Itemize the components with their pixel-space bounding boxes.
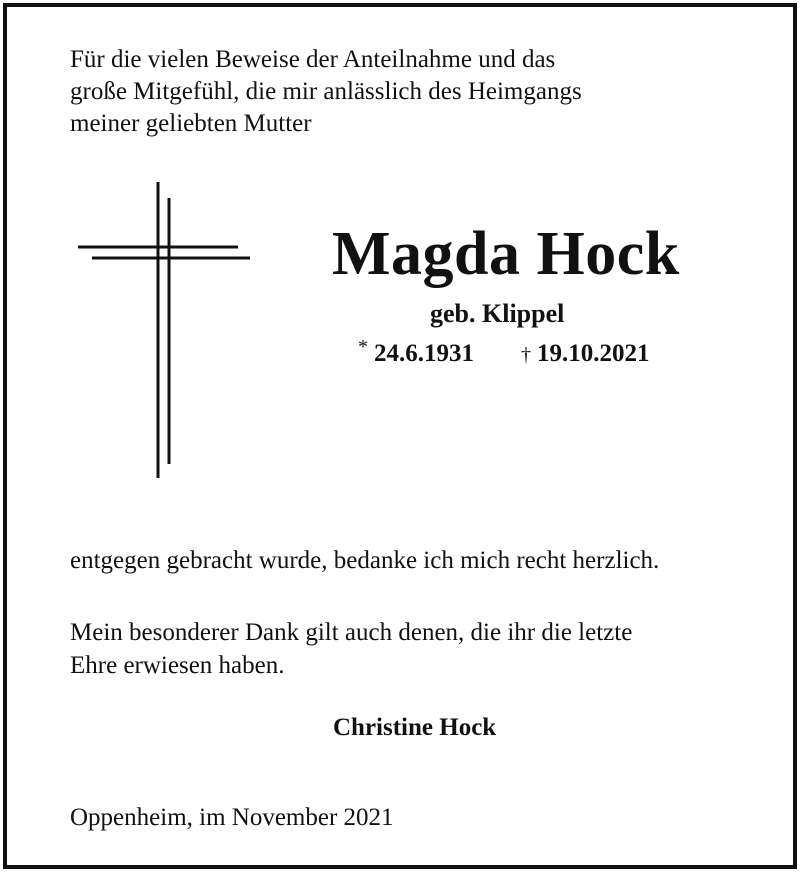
special-thanks bbox=[70, 617, 632, 683]
intro-text bbox=[70, 44, 582, 140]
gratitude-line: entgegen gebracht wurde, bedanke ich mich recht herzlich. bbox=[70, 547, 660, 574]
intro-line: meiner geliebten Mutter bbox=[70, 110, 312, 137]
place-date: Oppenheim, im November 2021 bbox=[70, 804, 394, 831]
intro-line: Für die vielen Beweise der Anteilnahme und das bbox=[70, 46, 556, 73]
intro-line: große Mitgefühl, die mir anlässlich des Heimgangs bbox=[70, 78, 582, 105]
death-date: 19.10.2021 bbox=[537, 340, 650, 367]
birth-date-group bbox=[358, 338, 474, 371]
thanks-line: Mein besonderer Dank gilt auch denen, die ihr die letzte bbox=[70, 619, 633, 646]
death-date-group bbox=[521, 338, 650, 371]
thanks-line: Ehre erwiesen haben. bbox=[70, 652, 285, 679]
signature: Christine Hock bbox=[333, 714, 497, 741]
birth-star-icon: * bbox=[358, 336, 368, 358]
maiden-name: geb. Klippel bbox=[430, 299, 565, 328]
deceased-name: Magda Hock bbox=[332, 220, 680, 288]
cross-icon bbox=[74, 180, 254, 480]
death-dagger-icon: † bbox=[521, 344, 531, 366]
birth-date: 24.6.1931 bbox=[374, 340, 474, 367]
